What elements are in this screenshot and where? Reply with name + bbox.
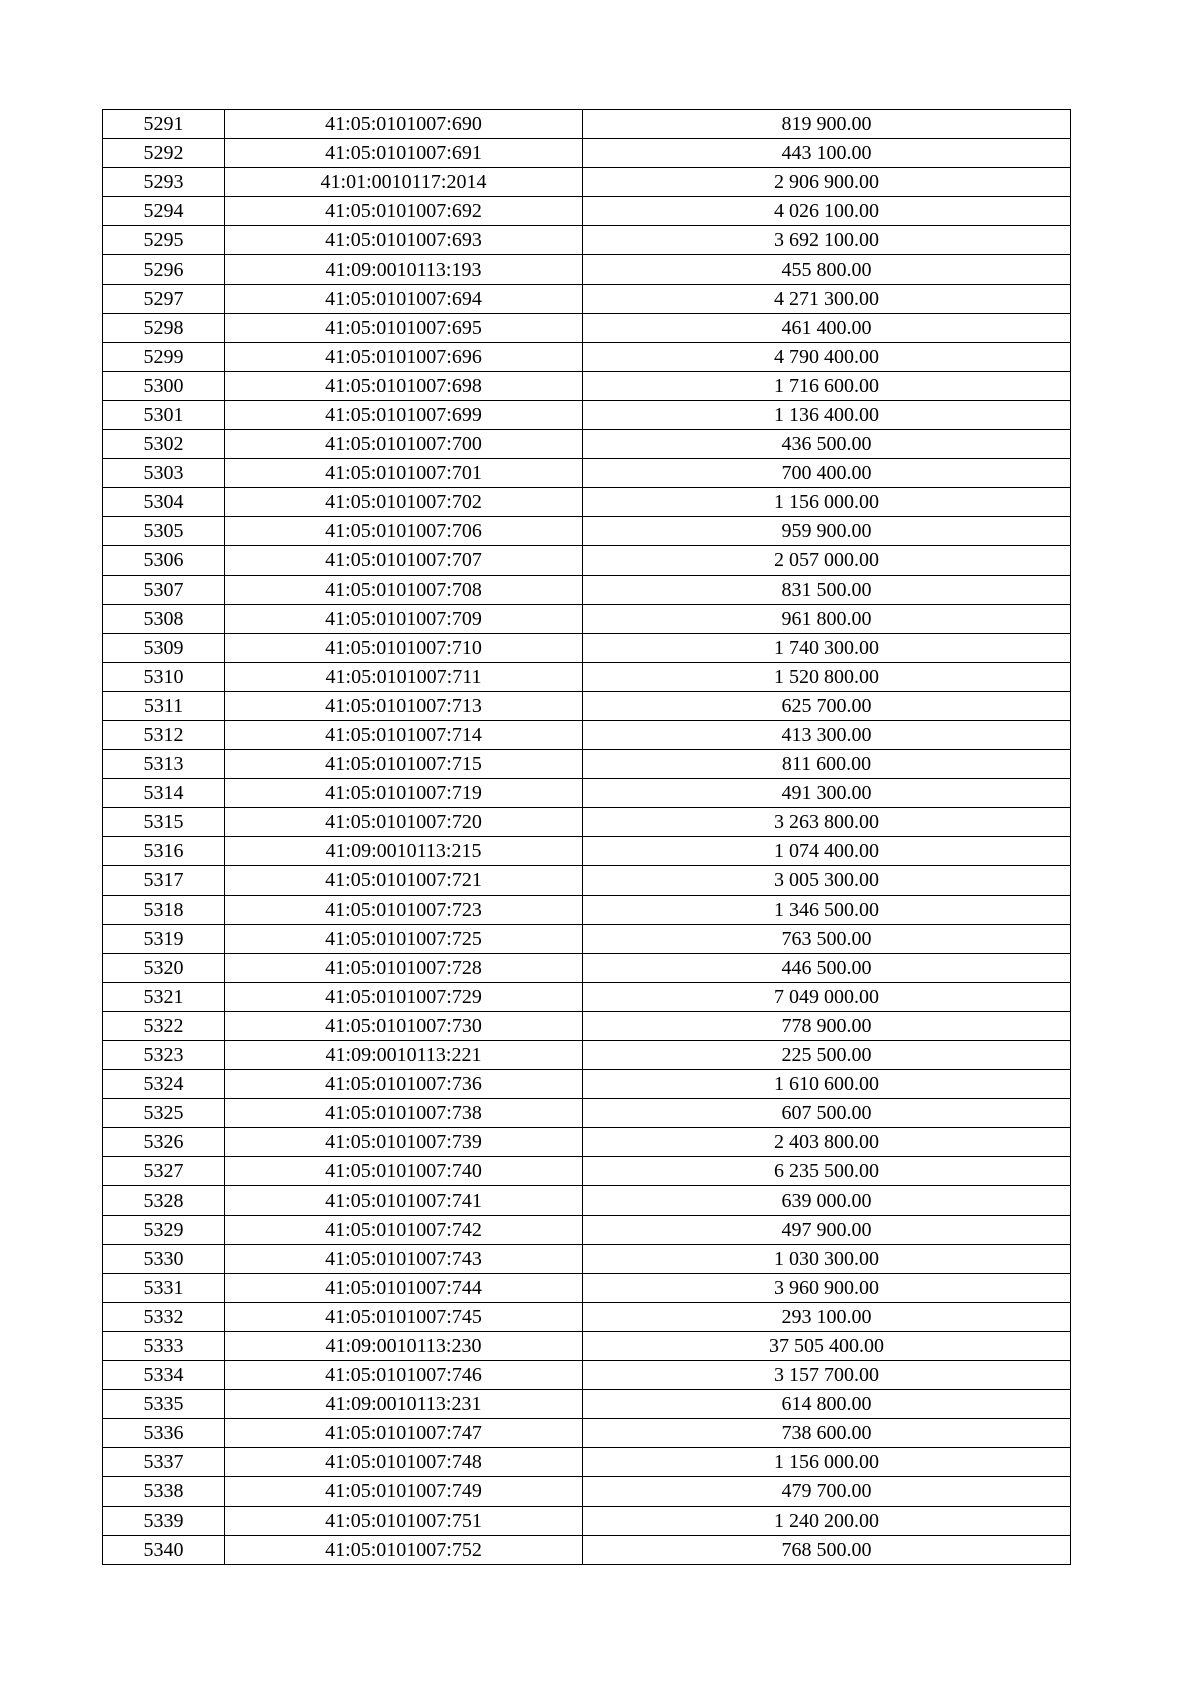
row-number-cell: 5308 [103,604,225,633]
cadastral-value-cell: 293 100.00 [583,1302,1071,1331]
cadastral-value-cell: 446 500.00 [583,953,1071,982]
cadastral-value-cell: 2 906 900.00 [583,168,1071,197]
cadastral-value-cell: 1 030 300.00 [583,1244,1071,1273]
row-number-cell: 5334 [103,1361,225,1390]
table-row [103,371,1071,400]
row-number-cell: 5330 [103,1244,225,1273]
table-row [103,546,1071,575]
cadastral-number-cell: 41:05:0101007:706 [225,517,583,546]
cadastral-value-cell: 1 716 600.00 [583,371,1071,400]
cadastral-value-cell: 639 000.00 [583,1186,1071,1215]
cadastral-value-cell: 831 500.00 [583,575,1071,604]
cadastral-value-cell: 37 505 400.00 [583,1331,1071,1360]
cadastral-number-cell: 41:05:0101007:713 [225,691,583,720]
cadastral-number-cell: 41:05:0101007:738 [225,1099,583,1128]
cadastral-number-cell: 41:05:0101007:698 [225,371,583,400]
cadastral-value-cell: 3 263 800.00 [583,808,1071,837]
table-row [103,1361,1071,1390]
cadastral-value-cell: 819 900.00 [583,110,1071,139]
row-number-cell: 5326 [103,1128,225,1157]
cadastral-value-cell: 763 500.00 [583,924,1071,953]
row-number-cell: 5331 [103,1273,225,1302]
cadastral-number-cell: 41:05:0101007:721 [225,866,583,895]
cadastral-value-cell: 225 500.00 [583,1041,1071,1070]
cadastral-number-cell: 41:05:0101007:710 [225,633,583,662]
cadastral-number-cell: 41:01:0010117:2014 [225,168,583,197]
cadastral-number-cell: 41:05:0101007:745 [225,1302,583,1331]
cadastral-value-cell: 778 900.00 [583,1011,1071,1040]
row-number-cell: 5337 [103,1448,225,1477]
cadastral-number-cell: 41:05:0101007:709 [225,604,583,633]
table-row [103,895,1071,924]
cadastral-value-cell: 625 700.00 [583,691,1071,720]
cadastral-value-cell: 2 403 800.00 [583,1128,1071,1157]
cadastral-value-cell: 3 960 900.00 [583,1273,1071,1302]
cadastral-value-cell: 738 600.00 [583,1419,1071,1448]
cadastral-number-cell: 41:05:0101007:720 [225,808,583,837]
cadastral-value-cell: 497 900.00 [583,1215,1071,1244]
cadastral-number-cell: 41:05:0101007:699 [225,400,583,429]
row-number-cell: 5339 [103,1506,225,1535]
cadastral-number-cell: 41:05:0101007:691 [225,139,583,168]
cadastral-value-cell: 413 300.00 [583,720,1071,749]
cadastral-number-cell: 41:05:0101007:725 [225,924,583,953]
row-number-cell: 5321 [103,982,225,1011]
cadastral-value-cell: 2 057 000.00 [583,546,1071,575]
row-number-cell: 5335 [103,1390,225,1419]
table-row [103,430,1071,459]
row-number-cell: 5305 [103,517,225,546]
row-number-cell: 5307 [103,575,225,604]
row-number-cell: 5336 [103,1419,225,1448]
cadastral-value-cell: 4 026 100.00 [583,197,1071,226]
table-row [103,808,1071,837]
row-number-cell: 5314 [103,779,225,808]
row-number-cell: 5306 [103,546,225,575]
cadastral-value-cell: 455 800.00 [583,255,1071,284]
table-row [103,1041,1071,1070]
row-number-cell: 5315 [103,808,225,837]
cadastral-value-table [102,109,1071,1565]
table-row [103,110,1071,139]
row-number-cell: 5297 [103,284,225,313]
cadastral-value-cell: 768 500.00 [583,1535,1071,1564]
cadastral-number-cell: 41:05:0101007:744 [225,1273,583,1302]
cadastral-value-cell: 607 500.00 [583,1099,1071,1128]
table-row [103,1331,1071,1360]
cadastral-number-cell: 41:05:0101007:739 [225,1128,583,1157]
table-row [103,168,1071,197]
table-row [103,1448,1071,1477]
cadastral-number-cell: 41:05:0101007:707 [225,546,583,575]
row-number-cell: 5329 [103,1215,225,1244]
table-row [103,982,1071,1011]
table-row [103,517,1071,546]
row-number-cell: 5323 [103,1041,225,1070]
row-number-cell: 5340 [103,1535,225,1564]
row-number-cell: 5292 [103,139,225,168]
table-row [103,1273,1071,1302]
row-number-cell: 5319 [103,924,225,953]
row-number-cell: 5309 [103,633,225,662]
cadastral-value-cell: 700 400.00 [583,459,1071,488]
row-number-cell: 5322 [103,1011,225,1040]
cadastral-number-cell: 41:05:0101007:701 [225,459,583,488]
cadastral-number-cell: 41:05:0101007:719 [225,779,583,808]
table-row [103,575,1071,604]
row-number-cell: 5332 [103,1302,225,1331]
table-row [103,255,1071,284]
row-number-cell: 5300 [103,371,225,400]
table-row [103,1011,1071,1040]
table-row [103,1535,1071,1564]
table-row [103,953,1071,982]
table-row [103,1302,1071,1331]
cadastral-value-cell: 1 156 000.00 [583,488,1071,517]
cadastral-value-cell: 436 500.00 [583,430,1071,459]
row-number-cell: 5312 [103,720,225,749]
cadastral-value-cell: 461 400.00 [583,313,1071,342]
cadastral-number-cell: 41:09:0010113:215 [225,837,583,866]
table-row [103,779,1071,808]
table-row [103,1186,1071,1215]
cadastral-number-cell: 41:05:0101007:702 [225,488,583,517]
table-row [103,1128,1071,1157]
table-row [103,1244,1071,1273]
row-number-cell: 5294 [103,197,225,226]
cadastral-value-cell: 959 900.00 [583,517,1071,546]
row-number-cell: 5299 [103,342,225,371]
cadastral-value-cell: 6 235 500.00 [583,1157,1071,1186]
cadastral-number-cell: 41:09:0010113:231 [225,1390,583,1419]
cadastral-number-cell: 41:05:0101007:730 [225,1011,583,1040]
cadastral-number-cell: 41:05:0101007:690 [225,110,583,139]
cadastral-value-cell: 491 300.00 [583,779,1071,808]
table-row [103,313,1071,342]
cadastral-value-cell: 1 346 500.00 [583,895,1071,924]
table-row [103,866,1071,895]
table-row [103,837,1071,866]
row-number-cell: 5311 [103,691,225,720]
cadastral-number-cell: 41:05:0101007:736 [225,1070,583,1099]
cadastral-number-cell: 41:05:0101007:728 [225,953,583,982]
cadastral-value-cell: 4 790 400.00 [583,342,1071,371]
cadastral-value-cell: 1 520 800.00 [583,662,1071,691]
table-row [103,1157,1071,1186]
row-number-cell: 5328 [103,1186,225,1215]
row-number-cell: 5310 [103,662,225,691]
cadastral-number-cell: 41:05:0101007:693 [225,226,583,255]
cadastral-value-cell: 4 271 300.00 [583,284,1071,313]
table-row [103,750,1071,779]
row-number-cell: 5304 [103,488,225,517]
cadastral-number-cell: 41:05:0101007:696 [225,342,583,371]
cadastral-number-cell: 41:05:0101007:692 [225,197,583,226]
cadastral-value-cell: 1 074 400.00 [583,837,1071,866]
cadastral-value-cell: 7 049 000.00 [583,982,1071,1011]
table-row [103,1390,1071,1419]
row-number-cell: 5296 [103,255,225,284]
cadastral-value-cell: 1 156 000.00 [583,1448,1071,1477]
cadastral-value-cell: 1 610 600.00 [583,1070,1071,1099]
table-row [103,139,1071,168]
cadastral-value-cell: 1 240 200.00 [583,1506,1071,1535]
table-row [103,488,1071,517]
cadastral-number-cell: 41:05:0101007:749 [225,1477,583,1506]
table-body [103,110,1071,1565]
table-row [103,197,1071,226]
cadastral-number-cell: 41:05:0101007:723 [225,895,583,924]
row-number-cell: 5338 [103,1477,225,1506]
cadastral-number-cell: 41:05:0101007:708 [225,575,583,604]
table-row [103,226,1071,255]
cadastral-value-cell: 961 800.00 [583,604,1071,633]
cadastral-number-cell: 41:05:0101007:741 [225,1186,583,1215]
cadastral-number-cell: 41:09:0010113:193 [225,255,583,284]
cadastral-value-cell: 3 692 100.00 [583,226,1071,255]
table-row [103,691,1071,720]
cadastral-number-cell: 41:05:0101007:751 [225,1506,583,1535]
cadastral-number-cell: 41:05:0101007:742 [225,1215,583,1244]
row-number-cell: 5298 [103,313,225,342]
row-number-cell: 5302 [103,430,225,459]
table-row [103,342,1071,371]
table-row [103,633,1071,662]
cadastral-number-cell: 41:05:0101007:729 [225,982,583,1011]
cadastral-number-cell: 41:05:0101007:695 [225,313,583,342]
table-row [103,1099,1071,1128]
cadastral-number-cell: 41:05:0101007:711 [225,662,583,691]
cadastral-number-cell: 41:05:0101007:740 [225,1157,583,1186]
cadastral-number-cell: 41:05:0101007:747 [225,1419,583,1448]
cadastral-number-cell: 41:05:0101007:748 [225,1448,583,1477]
table-row [103,1419,1071,1448]
table-row [103,1477,1071,1506]
table-row [103,1506,1071,1535]
row-number-cell: 5301 [103,400,225,429]
cadastral-number-cell: 41:05:0101007:700 [225,430,583,459]
row-number-cell: 5327 [103,1157,225,1186]
cadastral-value-cell: 3 005 300.00 [583,866,1071,895]
table-row [103,284,1071,313]
table-row [103,459,1071,488]
row-number-cell: 5295 [103,226,225,255]
cadastral-value-cell: 1 740 300.00 [583,633,1071,662]
row-number-cell: 5293 [103,168,225,197]
cadastral-value-cell: 614 800.00 [583,1390,1071,1419]
cadastral-value-cell: 3 157 700.00 [583,1361,1071,1390]
cadastral-number-cell: 41:09:0010113:221 [225,1041,583,1070]
table-row [103,720,1071,749]
row-number-cell: 5324 [103,1070,225,1099]
cadastral-number-cell: 41:05:0101007:746 [225,1361,583,1390]
cadastral-value-cell: 479 700.00 [583,1477,1071,1506]
table-row [103,604,1071,633]
row-number-cell: 5303 [103,459,225,488]
row-number-cell: 5317 [103,866,225,895]
cadastral-value-cell: 811 600.00 [583,750,1071,779]
table-row [103,1070,1071,1099]
cadastral-value-cell: 1 136 400.00 [583,400,1071,429]
cadastral-value-cell: 443 100.00 [583,139,1071,168]
row-number-cell: 5291 [103,110,225,139]
table-row [103,400,1071,429]
cadastral-number-cell: 41:05:0101007:743 [225,1244,583,1273]
cadastral-number-cell: 41:05:0101007:715 [225,750,583,779]
cadastral-number-cell: 41:09:0010113:230 [225,1331,583,1360]
cadastral-number-cell: 41:05:0101007:694 [225,284,583,313]
row-number-cell: 5325 [103,1099,225,1128]
row-number-cell: 5333 [103,1331,225,1360]
table-row [103,662,1071,691]
table-row [103,1215,1071,1244]
row-number-cell: 5320 [103,953,225,982]
row-number-cell: 5313 [103,750,225,779]
row-number-cell: 5318 [103,895,225,924]
table-row [103,924,1071,953]
cadastral-number-cell: 41:05:0101007:714 [225,720,583,749]
row-number-cell: 5316 [103,837,225,866]
cadastral-number-cell: 41:05:0101007:752 [225,1535,583,1564]
